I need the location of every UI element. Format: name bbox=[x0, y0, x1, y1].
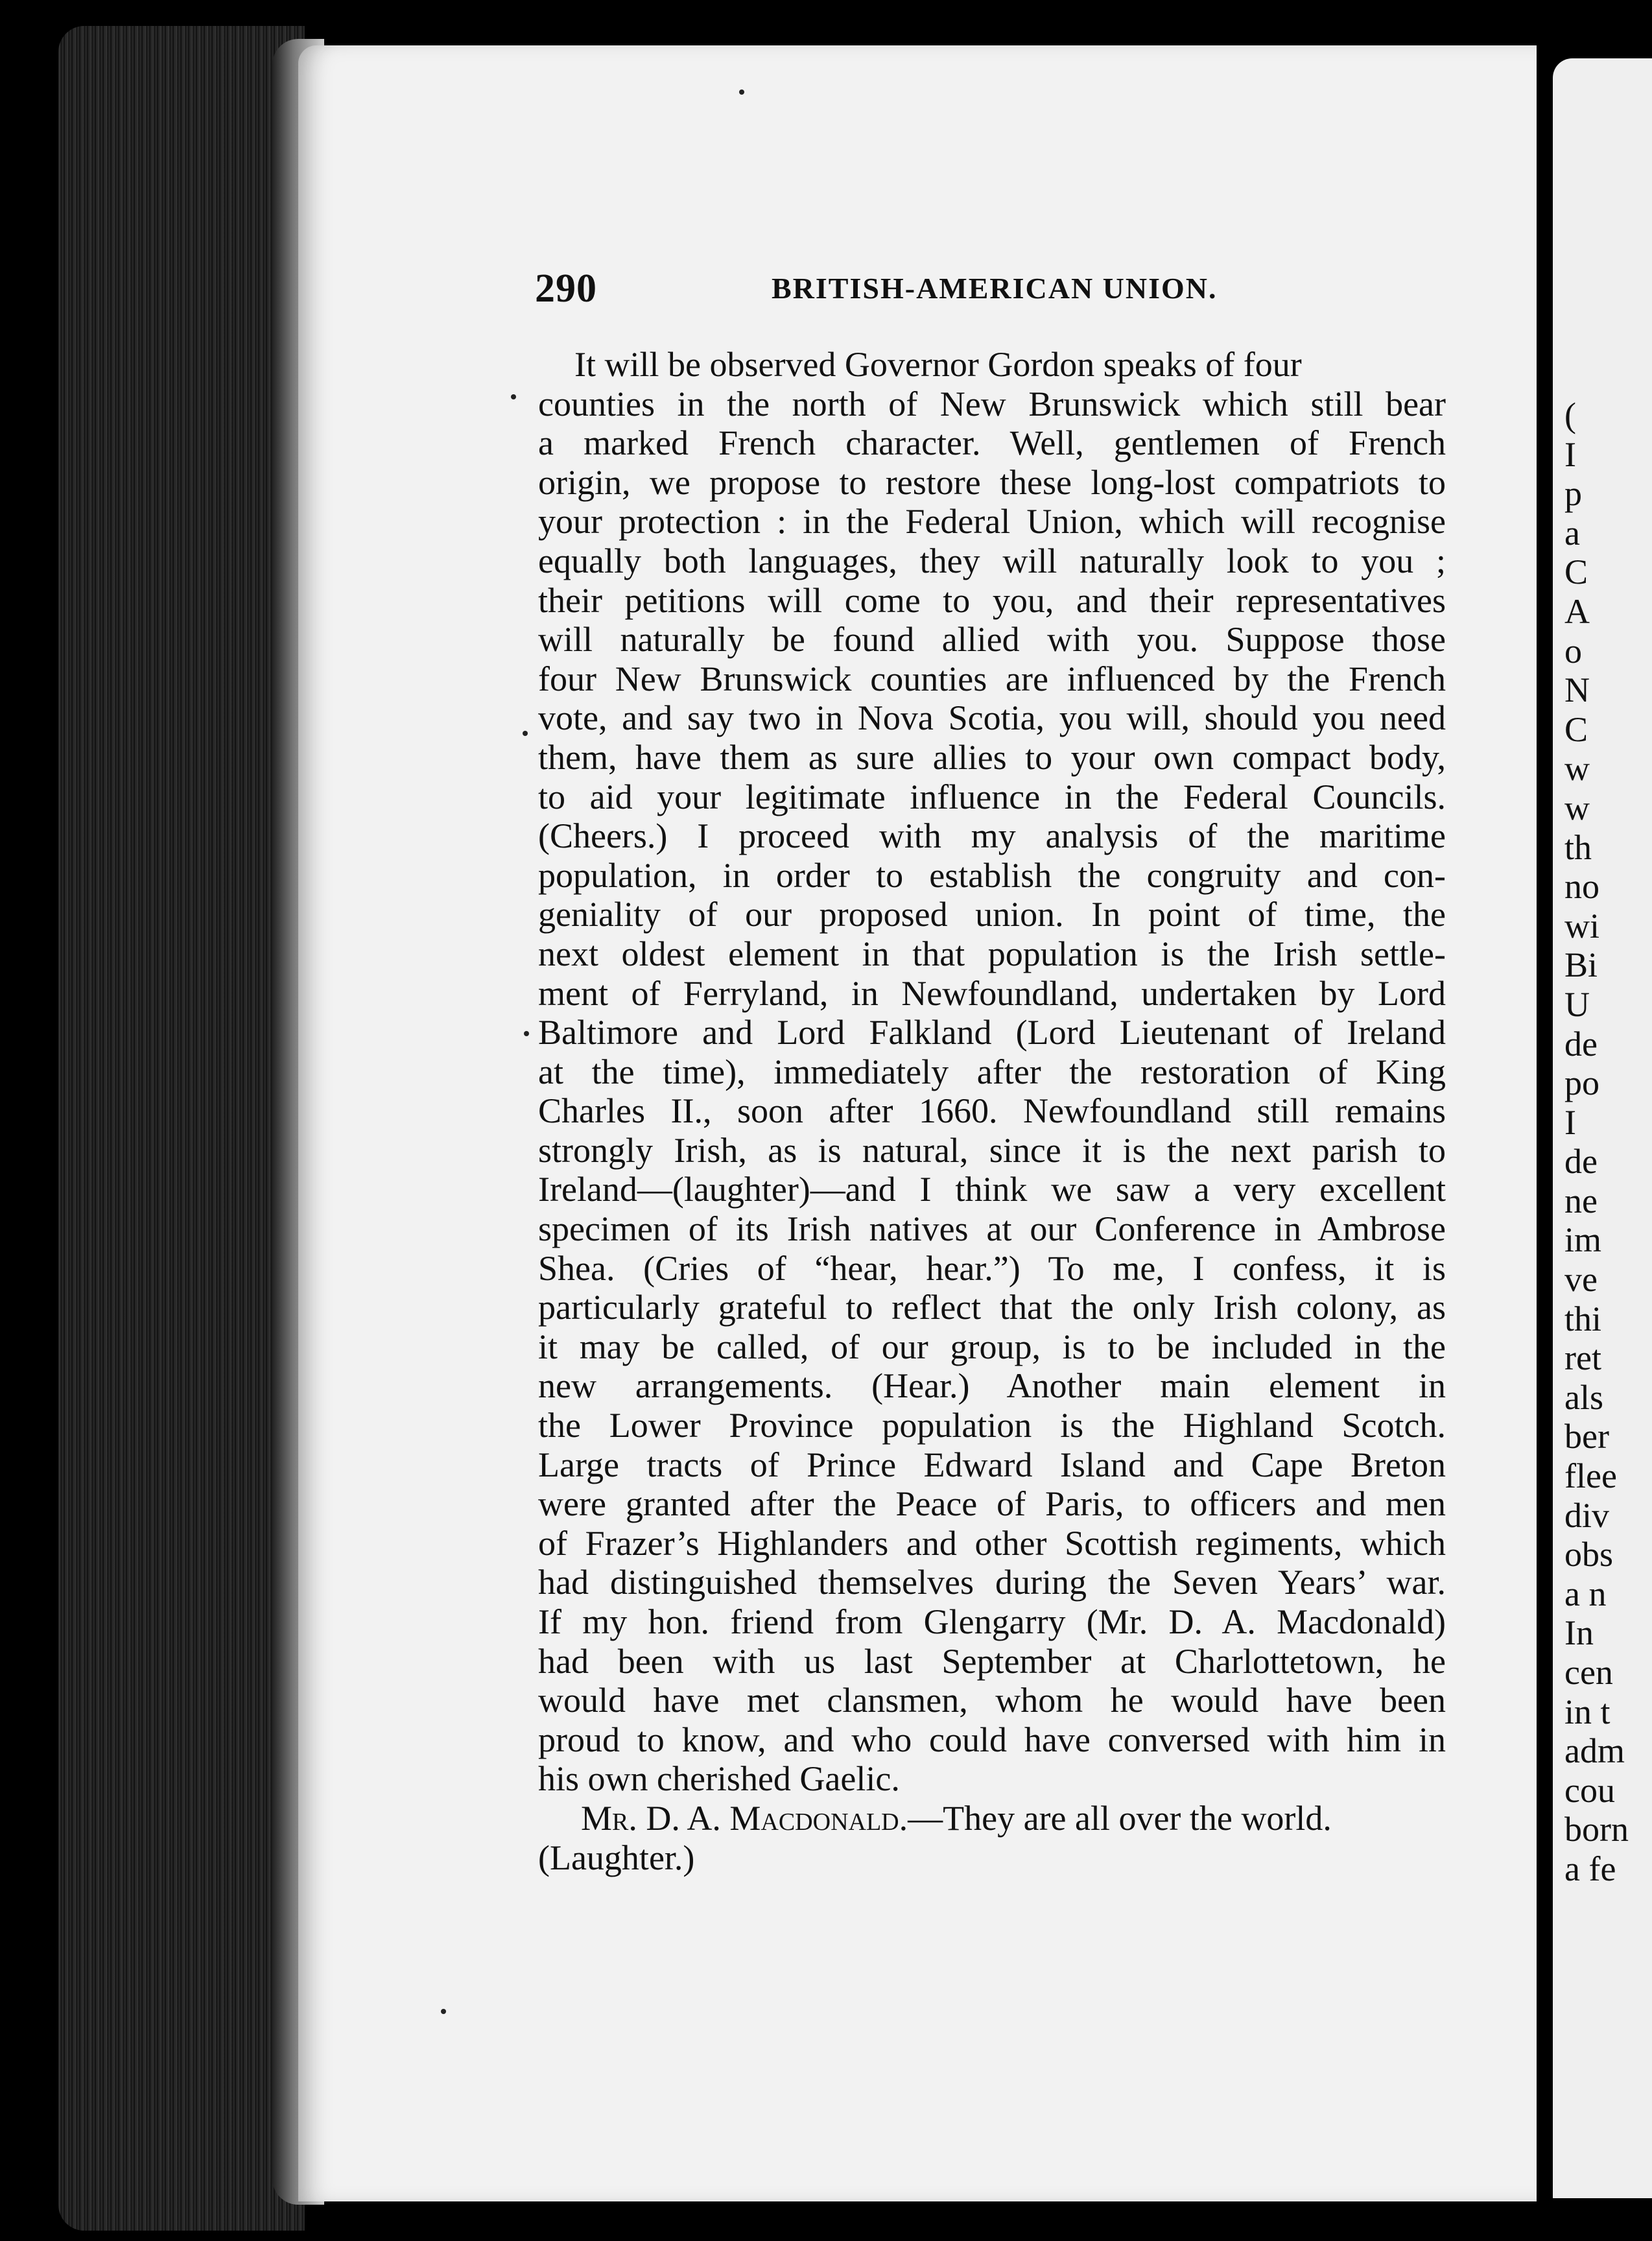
facing-page-fragment: im bbox=[1564, 1220, 1602, 1260]
facing-page-fragment: cou bbox=[1564, 1770, 1615, 1810]
facing-page-fragment: ve bbox=[1564, 1260, 1598, 1299]
facing-page-fragment: in t bbox=[1564, 1692, 1611, 1731]
text-line: new arrangements. (Hear.) Another main element in bbox=[538, 1366, 1446, 1406]
facing-page-fragment: ber bbox=[1564, 1417, 1609, 1456]
text-line: were granted after the Peace of Paris, to officers and men bbox=[538, 1484, 1446, 1524]
text-line: had been with us last September at Charlottetown, he bbox=[538, 1641, 1446, 1681]
facing-page-fragment: Bi bbox=[1564, 945, 1598, 985]
text-line: Charles II., soon after 1660. Newfoundland still remains bbox=[538, 1091, 1446, 1131]
page-header bbox=[535, 266, 1218, 318]
facing-page-fragment: w bbox=[1564, 749, 1590, 788]
running-head: BRITISH-AMERICAN UNION. bbox=[772, 272, 1218, 305]
facing-page-fragment: A bbox=[1564, 591, 1590, 631]
facing-page-fragment: a bbox=[1564, 513, 1580, 552]
facing-page-fragment: adm bbox=[1564, 1731, 1625, 1771]
speaker-line-continued bbox=[538, 1838, 1446, 1878]
text-line: Large tracts of Prince Edward Island and Cape Breton bbox=[538, 1445, 1446, 1484]
text-line: geniality of our proposed union. In point of time, the bbox=[538, 895, 1446, 934]
text-line: specimen of its Irish natives at our Conference in Ambrose bbox=[538, 1209, 1446, 1249]
text-line: If my hon. friend from Glengarry (Mr. D. A. Macdonald) bbox=[538, 1602, 1446, 1641]
speaker-line bbox=[538, 1799, 1446, 1838]
facing-page-fragment: als bbox=[1564, 1377, 1603, 1417]
text-line: proud to know, and who could have conversed with him in bbox=[538, 1720, 1446, 1759]
text-line: four New Brunswick counties are influenced by the French bbox=[538, 659, 1446, 698]
text-line: strongly Irish, as is natural, since it is the next parish to bbox=[538, 1130, 1446, 1170]
facing-page-fragment: ( bbox=[1564, 396, 1576, 434]
facing-page-fragment: p bbox=[1564, 474, 1582, 514]
text-line: counties in the north of New Brunswick which still bear bbox=[538, 384, 1446, 423]
text-line: the Lower Province population is the Highland Scotch. bbox=[538, 1406, 1446, 1445]
facing-page-fragment: cen bbox=[1564, 1653, 1613, 1692]
print-speck bbox=[523, 731, 528, 736]
text-line: origin, we propose to restore these long-lost compatriots to bbox=[538, 462, 1446, 502]
text-line: It will be observed Governor Gordon speaks of four bbox=[574, 345, 1302, 384]
text-line: Shea. (Cries of “hear, hear.”) To me, I confess, it is bbox=[538, 1248, 1446, 1288]
facing-page-fragment: ret bbox=[1564, 1338, 1601, 1378]
facing-page-fragment: a n bbox=[1564, 1574, 1607, 1613]
facing-page-fragment: de bbox=[1564, 1024, 1598, 1063]
facing-page-fragment: de bbox=[1564, 1142, 1598, 1181]
facing-page-fragment: C bbox=[1564, 552, 1588, 592]
facing-page-fragment: a fe bbox=[1564, 1849, 1616, 1888]
facing-page-fragment: In bbox=[1564, 1613, 1594, 1653]
speaker-speech: —They are all over the world. bbox=[908, 1799, 1332, 1838]
text-line: population, in order to establish the congruity and con- bbox=[538, 855, 1446, 895]
facing-page-fragment: po bbox=[1564, 1063, 1599, 1103]
speaker-name: Mr. D. A. Macdonald. bbox=[581, 1799, 908, 1838]
facing-page-fragment: thi bbox=[1564, 1299, 1602, 1338]
facing-page-fragment: flee bbox=[1564, 1456, 1617, 1496]
text-line: a marked French character. Well, gentlemen of French bbox=[538, 423, 1446, 463]
text-line: your protection : in the Federal Union, which will recognise bbox=[538, 502, 1446, 541]
text-line: ment of Ferryland, in Newfoundland, undertaken by Lord bbox=[538, 973, 1446, 1013]
facing-page-fragment: C bbox=[1564, 709, 1588, 749]
text-line: of Frazer’s Highlanders and other Scottish regiments, which bbox=[538, 1523, 1446, 1563]
text-line: particularly grateful to reflect that the only Irish colony, as bbox=[538, 1288, 1446, 1327]
text-line: will naturally be found allied with you. Suppose those bbox=[538, 620, 1446, 659]
facing-page-fragment: I bbox=[1564, 1102, 1576, 1142]
facing-page-text bbox=[1564, 396, 1629, 1889]
book-page-edges bbox=[58, 26, 305, 2231]
text-line: Baltimore and Lord Falkland (Lord Lieutenant of Ireland bbox=[538, 1013, 1446, 1052]
text-line: vote, and say two in Nova Scotia, you will, should you need bbox=[538, 698, 1446, 738]
print-speck bbox=[524, 1031, 529, 1036]
text-line: equally both languages, they will naturally look to you ; bbox=[538, 541, 1446, 580]
body-paragraph bbox=[538, 345, 1446, 1799]
text-line: at the time), immediately after the restoration of King bbox=[538, 1052, 1446, 1091]
speaker-speech-continued: (Laughter.) bbox=[538, 1838, 695, 1877]
text-line: next oldest element in that population is the Irish settle- bbox=[538, 934, 1446, 973]
text-line: his own cherished Gaelic. bbox=[538, 1759, 900, 1799]
facing-page-fragment: N bbox=[1564, 670, 1590, 710]
text-line: Ireland—(laughter)—and I think we saw a very excellent bbox=[538, 1170, 1446, 1209]
text-line: had distinguished themselves during the Seven Years’ war. bbox=[538, 1563, 1446, 1602]
facing-page-fragment: I bbox=[1564, 434, 1576, 474]
facing-page-fragment: no bbox=[1564, 867, 1599, 907]
facing-page-fragment: div bbox=[1564, 1495, 1610, 1535]
facing-page bbox=[1553, 58, 1652, 2198]
text-line: (Cheers.) I proceed with my analysis of the maritime bbox=[538, 816, 1446, 856]
text-line: would have met clansmen, whom he would have been bbox=[538, 1681, 1446, 1720]
print-speck bbox=[511, 394, 516, 399]
text-line: to aid your legitimate influence in the Federal Councils. bbox=[538, 777, 1446, 816]
print-speck bbox=[739, 89, 744, 95]
facing-page-fragment: ne bbox=[1564, 1181, 1598, 1220]
facing-page-fragment: obs bbox=[1564, 1535, 1614, 1574]
facing-page-fragment: th bbox=[1564, 827, 1592, 867]
facing-page-fragment: o bbox=[1564, 631, 1582, 670]
facing-page-fragment: wi bbox=[1564, 906, 1599, 945]
facing-page-fragment: born bbox=[1564, 1810, 1629, 1849]
facing-page-fragment: U bbox=[1564, 984, 1590, 1024]
text-line: them, have them as sure allies to your own compact body, bbox=[538, 737, 1446, 777]
page-number: 290 bbox=[535, 267, 597, 311]
text-line: their petitions will come to you, and their representatives bbox=[538, 580, 1446, 620]
text-line: it may be called, of our group, is to be included in the bbox=[538, 1327, 1446, 1366]
print-speck bbox=[441, 2009, 446, 2014]
facing-page-fragment: w bbox=[1564, 788, 1590, 827]
